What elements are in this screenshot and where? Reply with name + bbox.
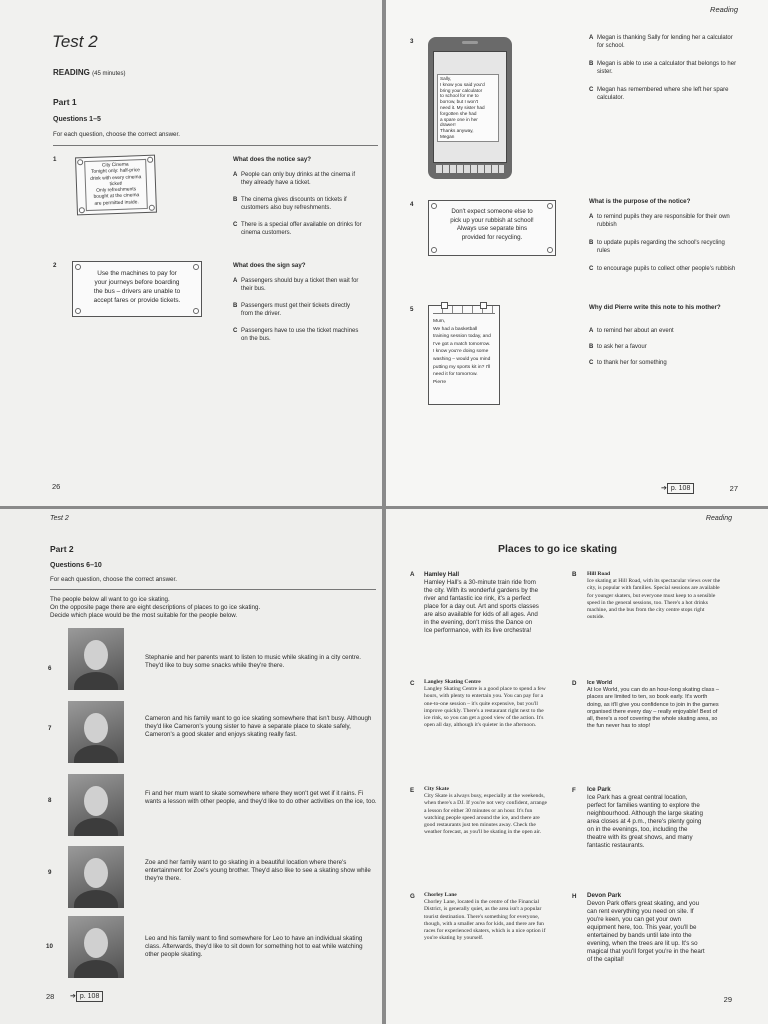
- option-b[interactable]: B Megan is able to use a calculator that belongs to her sister.: [589, 61, 737, 75]
- notice-line: drink with every cinema: [90, 174, 142, 182]
- page-number: 27: [729, 484, 738, 493]
- option-c[interactable]: C There is a special offer available on drinks for cinema customers.: [233, 222, 362, 236]
- place-name: Hill Road: [587, 571, 611, 577]
- divider: [53, 145, 378, 146]
- screw-icon: [193, 308, 199, 314]
- place-name: Ice World: [587, 680, 613, 686]
- questions-heading: Questions 1–5: [53, 116, 101, 123]
- running-header: Reading: [705, 515, 732, 522]
- intro-line: On the opposite page there are eight descriptions of places to go ice skating.: [50, 604, 261, 611]
- reading-heading: READING (45 minutes): [53, 68, 126, 77]
- notice-line: Don't expect someone else to: [451, 208, 533, 215]
- page-28: [0, 509, 382, 1024]
- place-description: Langley Skating Centre is a good place to spend a few hours, with plenty to entertain you. You can pay for a one-to-one session – it's quite expensive, but you'll improve quickly. There's a restaurant right next to the ice rink, so you can get a good view of the action. It's open all day, although it's quieter in the afternoon.: [424, 686, 546, 729]
- phone-screen: [433, 51, 507, 163]
- page-number: 26: [52, 482, 61, 491]
- note-line: training session today, and: [433, 334, 491, 340]
- note-line: We had a basketball: [433, 326, 478, 332]
- option-a[interactable]: A to remind pupils they are responsible for their own rubbish: [589, 214, 730, 228]
- question-text: What is the purpose of the notice?: [589, 198, 691, 205]
- answer-reference-box: p. 108: [667, 483, 694, 494]
- option-a[interactable]: A Passengers should buy a ticket then wait for their bus.: [233, 278, 359, 292]
- bus-sign: [72, 261, 202, 317]
- notice-line: Always use separate bins: [456, 225, 528, 233]
- place-card: [424, 892, 548, 942]
- place-letter: A: [410, 571, 415, 578]
- notice-line: ticket!: [109, 181, 123, 188]
- instruction: For each question, choose the correct answer.: [53, 131, 180, 138]
- place-card: [424, 786, 548, 836]
- screw-icon: [75, 264, 81, 270]
- message-line: Sally,: [440, 76, 452, 81]
- place-description: Chorley Lane, located in the centre of the Financial District, is generally quiet, as the area isn't a popular tourist destination. There's something for everyone, though, with a smaller area for kids, and there are fun races for experienced skaters, which is a nice option if you're skating by yourself.: [424, 899, 546, 942]
- page-27: [386, 0, 768, 506]
- notice-line: provided for recycling.: [461, 233, 523, 241]
- notice-line: pick up your rubbish at school!: [450, 216, 534, 224]
- option-a[interactable]: A People can only buy drinks at the cinema if they already have a ticket.: [233, 172, 356, 186]
- question-number: 5: [410, 306, 414, 313]
- note-line: Pierre: [433, 379, 447, 385]
- cinema-notice: [75, 155, 157, 216]
- part-heading: Part 1: [53, 97, 77, 107]
- person-photo: [68, 846, 124, 908]
- pin-icon: [147, 157, 153, 163]
- note-to-mum: [428, 305, 500, 405]
- place-name: Devon Park: [587, 892, 622, 899]
- question-number: 4: [410, 201, 414, 208]
- note-line: I know you're doing some: [433, 349, 489, 355]
- note-line: washing – would you mind: [433, 356, 491, 362]
- person-description: Stephanie and her parents want to listen to music while skating in a city centre. They'd like to buy some snacks while they're there.: [145, 654, 361, 669]
- person-description: Leo and his family want to find somewhere for Leo to have an individual skating class. Afterwards, they'd like to sit down for something hot to eat while watching other people skating.: [145, 935, 363, 958]
- screw-icon: [547, 203, 553, 209]
- place-letter: G: [410, 893, 415, 900]
- note-line: I've got a match tomorrow.: [433, 341, 491, 347]
- message-line: forgotten she had: [440, 110, 477, 116]
- screw-icon: [75, 308, 81, 314]
- screw-icon: [547, 247, 553, 253]
- message-line: borrow, but I won't: [440, 99, 478, 105]
- question-number: 1: [53, 156, 57, 163]
- part-heading: Part 2: [50, 544, 74, 554]
- note-line: Mum,: [433, 319, 446, 324]
- message-line: need it. My sister had: [440, 104, 485, 110]
- screw-icon: [431, 247, 437, 253]
- question-number: 3: [410, 38, 414, 45]
- answer-reference[interactable]: ➔ p. 108: [661, 483, 694, 494]
- intro-line: Decide which place would be the most suitable for the people below.: [50, 612, 238, 619]
- running-header: Test 2: [50, 515, 69, 522]
- page-number: 29: [723, 995, 732, 1004]
- person-description: Cameron and his family want to go ice skating somewhere that isn't busy. Although they'd like Cameron's young sister to have a separate place to skate safely, Cameron's a good skater and enjoys skating really fast.: [145, 715, 372, 738]
- clip-icon: [441, 302, 448, 309]
- place-description: Devon Park offers great skating, and you can rent everything you need on site. If you're keen, you can get your own equipment here, too. This year, you'll be entertained by bands until late into the evening, when the trees are lit up. It's so magical that you'll forget you're in the heart of the capital!: [587, 900, 705, 963]
- sign-line: Use the machines to pay for: [97, 270, 177, 277]
- message-line: bring your calculator: [440, 87, 483, 93]
- question-number: 8: [48, 797, 52, 804]
- place-name: City Skate: [424, 786, 450, 792]
- page-number: 28: [46, 992, 55, 1001]
- question-number: 9: [48, 869, 52, 876]
- page-29: [386, 509, 768, 1024]
- answer-reference-box: p. 108: [76, 991, 103, 1002]
- pin-icon: [77, 159, 83, 165]
- question-number: 10: [46, 943, 53, 950]
- option-a[interactable]: A to remind her about an event: [589, 328, 674, 334]
- note-line: putting my sports kit in? I'll: [433, 364, 491, 370]
- notice-line: are permitted inside.: [94, 199, 139, 207]
- phone-speaker: [462, 41, 478, 44]
- place-description: At Ice World, you can do an hour-long skating class – places are limited to ten, so book early. It's worth doing, as it'll give you confidence to join in the games organised there every day – really enjoyable! Best of all, there's a roof covering the whole skating area, so the fun never has to stop!: [587, 687, 720, 730]
- notice-line: bought at the cinema: [93, 193, 140, 201]
- divider: [50, 589, 376, 590]
- place-card: [587, 680, 721, 730]
- place-name: Ice Park: [587, 786, 611, 793]
- option-a[interactable]: A Megan is thanking Sally for lending her a calculator for school.: [589, 35, 733, 49]
- answer-reference[interactable]: ➔ p. 108: [70, 991, 103, 1002]
- message-line: a spare one in her: [440, 116, 478, 122]
- recycling-notice: [428, 200, 556, 256]
- person-description: Zoe and her family want to go skating in a beautiful location where there's entertainment for Zoe's young brother. They'd also like to see a skating show while they're there.: [145, 859, 371, 882]
- place-name: Chorley Lane: [424, 892, 457, 898]
- pin-icon: [79, 207, 85, 213]
- running-header: Reading: [710, 5, 738, 14]
- person-description: Fi and her mum want to skate somewhere where they won't get wet if it rains. Fi wants a lesson with other people, and they'd like to do other activities on the ice, too.: [145, 790, 377, 805]
- notice-line: Tonight only: half-price: [90, 168, 141, 176]
- place-card: [587, 786, 707, 850]
- place-card: [587, 571, 723, 621]
- message-line: drawer!: [440, 122, 456, 128]
- option-b[interactable]: B Passengers must get their tickets directly from the driver.: [233, 303, 351, 317]
- message-line: Megan: [440, 133, 455, 139]
- place-name: Hamley Hall: [424, 571, 460, 578]
- person-photo: [68, 916, 124, 978]
- place-card: [424, 571, 542, 635]
- sign-line: accept fares or provide tickets.: [93, 297, 181, 304]
- place-card: [587, 892, 707, 964]
- option-b[interactable]: B to update pupils regarding the school's recycling rules: [589, 240, 725, 254]
- page-26: [0, 0, 382, 506]
- notice-line: Only refreshments: [96, 187, 137, 194]
- place-card: [424, 679, 548, 729]
- place-description: Ice Park has a great central location, perfect for families wanting to explore the neighbourhood. Although the large skating area closes at 4 p.m., there's plenty going on in the evenings, too, including the theatre with its great shows, and many fantastic restaurants.: [587, 794, 703, 849]
- intro-text: [50, 596, 260, 620]
- question-text: What does the sign say?: [233, 262, 306, 269]
- person-photo: [68, 701, 124, 763]
- place-letter: E: [410, 787, 415, 794]
- place-letter: D: [572, 680, 577, 687]
- intro-line: The people below all want to go ice skating.: [50, 596, 170, 603]
- question-number: 6: [48, 665, 52, 672]
- person-photo: [68, 774, 124, 836]
- option-c[interactable]: C to thank her for something: [589, 360, 667, 366]
- instruction: For each question, choose the correct answer.: [50, 576, 177, 583]
- place-letter: H: [572, 893, 577, 900]
- sign-line: the bus – drivers are unable to: [93, 288, 181, 295]
- notice-title: City Cinema: [101, 162, 129, 169]
- phone-keyboard: [436, 165, 504, 173]
- screw-icon: [193, 264, 199, 270]
- place-description: Hamley Hall's a 30-minute train ride from the city. With its wonderful gardens by the river and fantastic ice rink, it's a perfect place for a day out. Art and sports classes are also available for kids of all ages. And in the evening, don't miss the Dance on Ice performance, with its live orchestra!: [424, 579, 539, 634]
- place-letter: F: [572, 787, 576, 794]
- question-number: 2: [53, 262, 57, 269]
- place-letter: B: [572, 571, 577, 578]
- clip-icon: [480, 302, 487, 309]
- question-text: What does the notice say?: [233, 156, 312, 163]
- phone-icon: [428, 37, 512, 179]
- message-line: Thanks anyway,: [440, 128, 474, 134]
- note-line: need it for tomorrow.: [433, 372, 478, 378]
- section-title: Places to go ice skating: [498, 543, 618, 555]
- option-c[interactable]: C Passengers have to use the ticket machines on the bus.: [233, 328, 359, 342]
- screw-icon: [431, 203, 437, 209]
- test-title: Test 2: [52, 32, 98, 51]
- place-name: Langley Skating Centre: [424, 679, 481, 685]
- place-description: Ice skating at Hill Road, with its spectacular views over the city, is popular with families. Special sessions are available for younger skaters, but everyone must keep to a sensible speed in the general sessions, too. There's a hot drinks machine, and the bus from the city centre stops right outside.: [587, 578, 721, 621]
- place-description: City Skate is always busy, especially at the weekends, when there's a DJ. If you're not very confident, arrange a lesson for either 30 minutes or an hour. It's fun watching people speed around the ice, and there are good restaurants just ten minutes away. Check the weather forecast, as you'll be skating in the open air.: [424, 793, 548, 836]
- option-b[interactable]: B to ask her a favour: [589, 344, 647, 350]
- pin-icon: [149, 205, 155, 211]
- option-c[interactable]: C Megan has remembered where she left her spare calculator.: [589, 87, 729, 101]
- message-line: to school for me to: [440, 93, 479, 99]
- message-line: I know you said you'd: [440, 81, 485, 87]
- person-photo: [68, 628, 124, 690]
- option-b[interactable]: B The cinema gives discounts on tickets if customers also buy refreshments.: [233, 197, 347, 211]
- questions-heading: Questions 6–10: [50, 562, 102, 569]
- question-text: Why did Pierre write this note to his mother?: [589, 304, 721, 311]
- place-letter: C: [410, 680, 415, 687]
- question-number: 7: [48, 725, 52, 732]
- message-bubble: [437, 74, 499, 142]
- option-c[interactable]: C to encourage pupils to collect other people's rubbish: [589, 266, 736, 272]
- sign-line: your journeys before boarding: [94, 279, 180, 286]
